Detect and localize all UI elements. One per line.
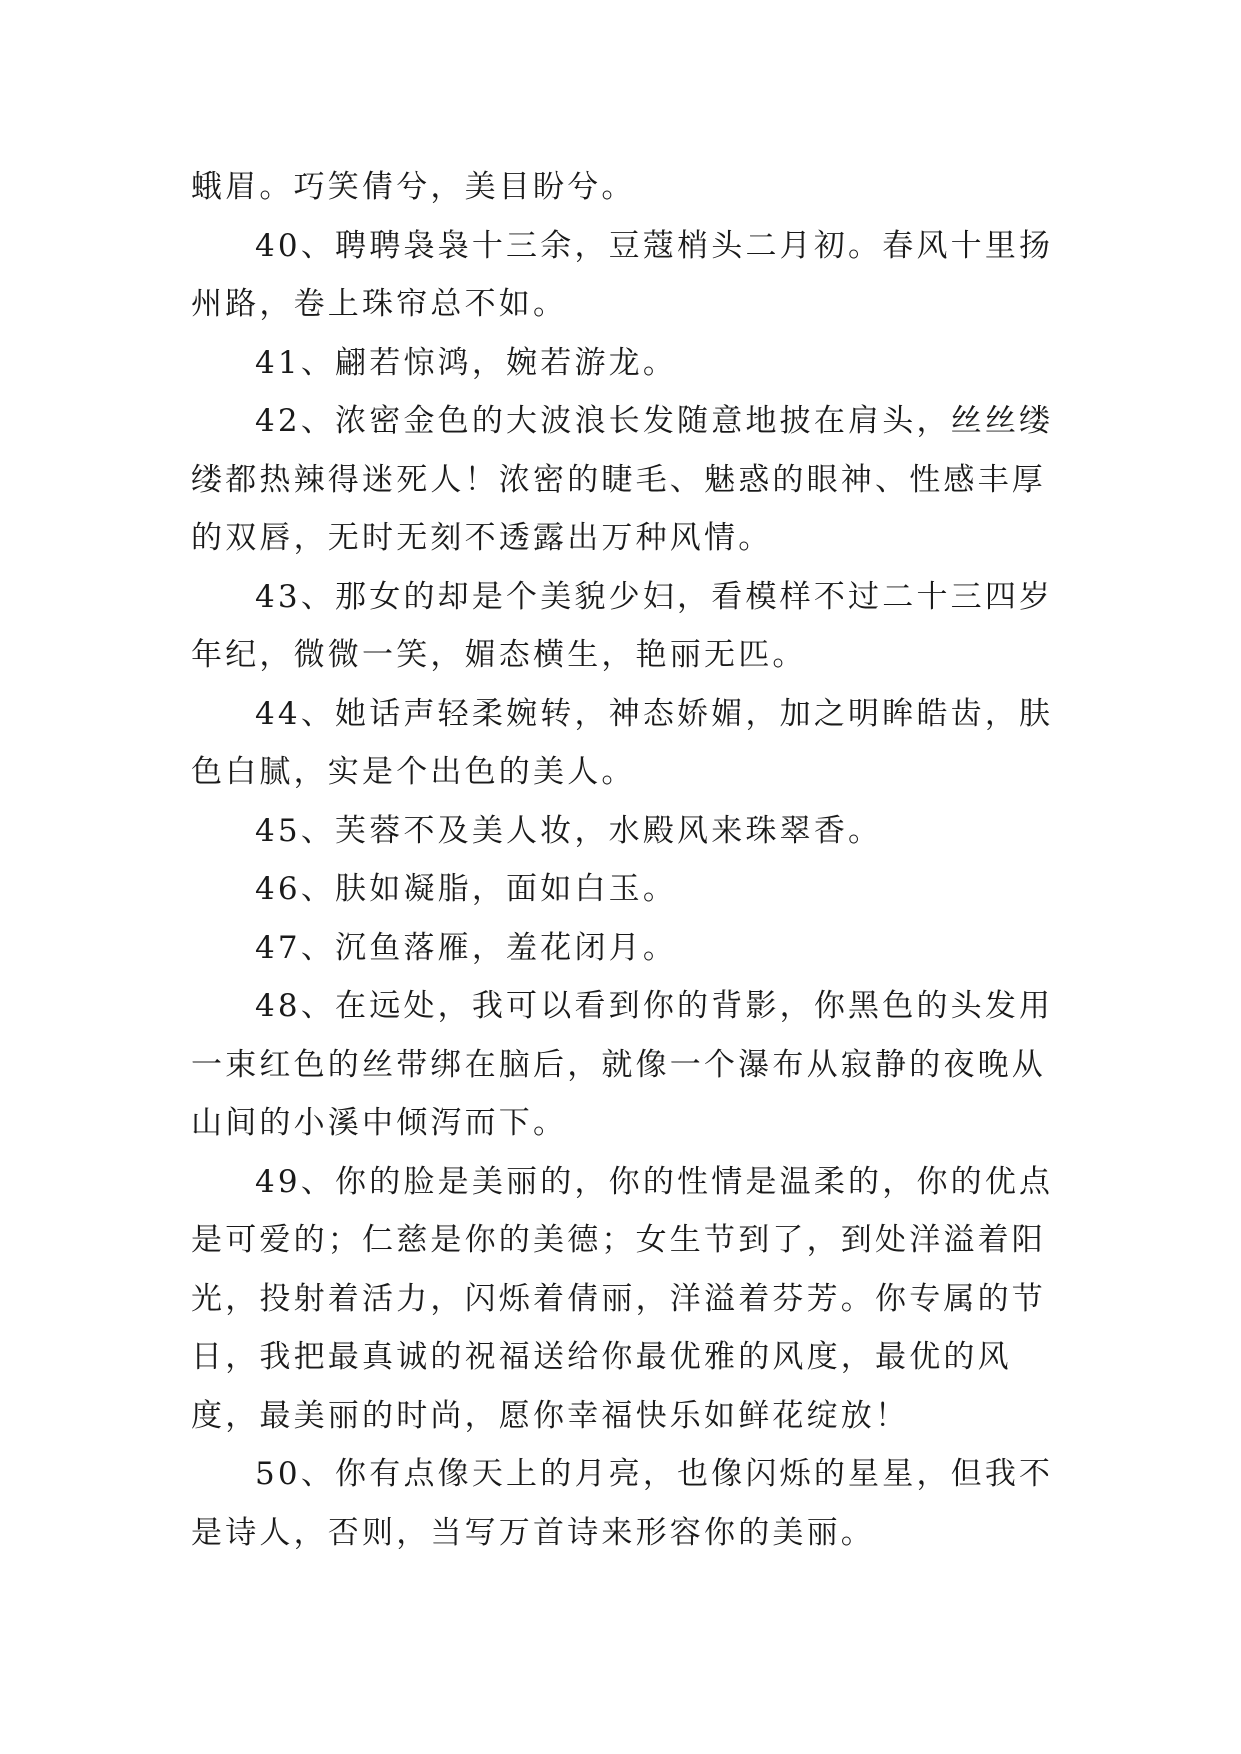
paragraph-46: 46、肤如凝脂，面如白玉。 xyxy=(255,871,678,907)
paragraph-49: 49、你的脸是美丽的，你的性情是温柔的，你的优点是可爱的；仁慈是你的美德；女生节到了，到处洋溢着阳光，投射着活力，闪烁着倩丽，洋溢着芬芳。你专属的节日，我把最真诚的祝福送给你最优雅的风度，最优的风度，最美丽的时尚，愿你幸福快乐如鲜花绽放！ xyxy=(191,1163,1054,1434)
paragraph-44: 44、她话声轻柔婉转，神态娇媚，加之明眸皓齿，肤色白腻，实是个出色的美人。 xyxy=(191,695,1054,790)
paragraph-50: 50、你有点像天上的月亮，也像闪烁的星星，但我不是诗人，否则，当写万首诗来形容你的美丽。 xyxy=(191,1456,1054,1551)
paragraph-45: 45、芙蓉不及美人妆，水殿风来珠翠香。 xyxy=(255,812,883,849)
paragraph-41: 41、翩若惊鸿，婉若游龙。 xyxy=(255,344,678,381)
paragraph-43: 43、那女的却是个美貌少妇，看模样不过二十三四岁年纪，微微一笑，媚态横生，艳丽无匹。 xyxy=(191,578,1054,673)
paragraph-48: 48、在远处，我可以看到你的背影，你黑色的头发用一束红色的丝带绑在脑后，就像一个瀑布从寂静的夜晚从山间的小溪中倾泻而下。 xyxy=(191,988,1054,1141)
paragraph-42: 42、浓密金色的大波浪长发随意地披在肩头，丝丝缕缕都热辣得迷死人！浓密的睫毛、魅惑的眼神、性感丰厚的双唇，无时无刻不透露出万种风情。 xyxy=(191,403,1054,556)
paragraph-47: 47、沉鱼落雁，羞花闭月。 xyxy=(255,929,678,966)
paragraph-continuation: 蛾眉。巧笑倩兮，美目盼兮。 xyxy=(191,169,636,205)
paragraph-40: 40、聘聘袅袅十三余，豆蔻梢头二月初。春风十里扬州路，卷上珠帘总不如。 xyxy=(191,227,1054,322)
document-body xyxy=(191,158,1071,1562)
